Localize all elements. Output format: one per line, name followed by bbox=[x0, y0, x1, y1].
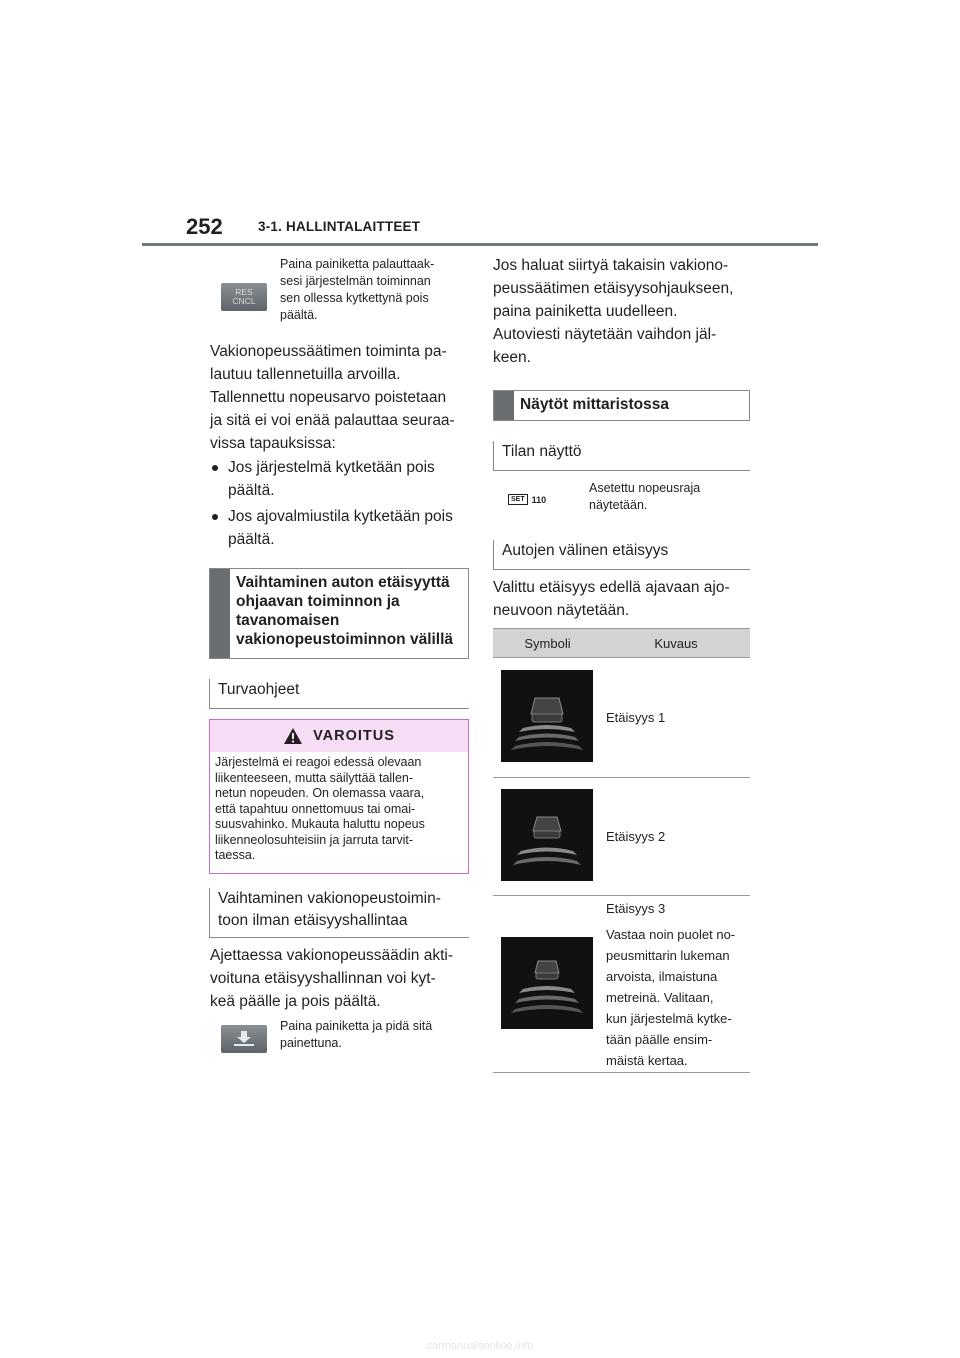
table-cell-description: Etäisyys 1 bbox=[602, 658, 750, 778]
table-row bbox=[493, 778, 750, 896]
paragraph-restore: Vakionopeussäätimen toiminta pa- lautuu tallennetuilla arvoilla. bbox=[210, 343, 447, 383]
heading-bar bbox=[210, 569, 230, 658]
set-speed-description: Asetettu nopeusraja näytetään. bbox=[589, 481, 701, 512]
warning-box bbox=[209, 719, 469, 874]
cncl-label: CNCL bbox=[232, 296, 256, 306]
res-cncl-button-icon bbox=[221, 283, 267, 311]
distance-2-car-icon bbox=[501, 789, 593, 881]
warning-header bbox=[210, 720, 468, 752]
bullet-item bbox=[212, 456, 474, 502]
table-cell-description bbox=[602, 896, 750, 1073]
subheading-safety: Turvaohjeet bbox=[209, 679, 469, 709]
distance-arrow-icon bbox=[231, 1029, 257, 1049]
distance-1-car-icon bbox=[501, 670, 593, 762]
bullet-dot bbox=[212, 514, 218, 520]
section-heading: Näytöt mittaristossa bbox=[520, 396, 670, 413]
warning-text: Järjestelmä ei reagoi edessä olevaan liikenteeseen, mutta säilyttää tallen- netun nopeuden. On olemassa vaara, että tapahtuu onnettomuus tai omai- suusvahinko. Mukauta haluttu nopeus liikenneolosuhteisiin ja jarruta tarvit- taessa. bbox=[215, 755, 425, 862]
distance-symbol-table bbox=[493, 628, 750, 1073]
header-rule bbox=[142, 243, 818, 246]
bullet-text: Jos järjestelmä kytketään pois päältä. bbox=[228, 459, 435, 499]
section-heading: Vaihtaminen auton etäisyyttä ohjaavan toiminnon ja tavanomaisen vakionopeustoiminnon välillä bbox=[236, 574, 454, 648]
distance-3-desc: Vastaa noin puolet no- peusmittarin lukeman arvoista, ilmaistuna metreinä. Valitaan, kun järjestelmä kytke- tään päälle ensim- mäistä kertaa. bbox=[606, 927, 736, 1068]
table-cell-symbol bbox=[493, 896, 602, 1073]
set-value: 110 bbox=[531, 494, 547, 505]
bullet-text: Jos ajovalmiustila kytketään pois päältä. bbox=[228, 508, 453, 548]
subheading-distance: Autojen välinen etäisyys bbox=[493, 540, 750, 570]
paragraph-message: Autoviesti näytetään vaihdon jäl- keen. bbox=[493, 326, 717, 366]
table-header-row bbox=[493, 629, 750, 658]
page-number: 252 bbox=[186, 214, 223, 239]
res-button-description: Paina painiketta palauttaak- sesi järjestelmän toiminnan sen ollessa kytkettynä pois päältä. bbox=[280, 257, 435, 322]
table-row bbox=[493, 658, 750, 778]
set-label: SET bbox=[508, 494, 528, 505]
table-cell-symbol bbox=[493, 658, 602, 778]
section-heading-box bbox=[209, 568, 469, 659]
warning-title: VAROITUS bbox=[313, 728, 395, 744]
heading-bar bbox=[494, 391, 514, 420]
bullet-dot bbox=[212, 465, 218, 471]
set-speed-icon bbox=[508, 494, 546, 505]
section-title: 3-1. HALLINTALAITTEET bbox=[258, 219, 421, 234]
warning-triangle-icon bbox=[283, 727, 303, 745]
table-cell-description: Etäisyys 2 bbox=[602, 778, 750, 896]
press-button-description: Paina painiketta ja pidä sitä painettuna. bbox=[280, 1019, 433, 1050]
bullet-item bbox=[212, 505, 474, 551]
table-cell-symbol bbox=[493, 778, 602, 896]
table-row bbox=[493, 896, 750, 1073]
table-header: Symboli bbox=[493, 629, 602, 658]
watermark: carmanualsonline.info bbox=[426, 1340, 534, 1352]
distance-button-icon bbox=[221, 1025, 267, 1053]
section-heading-box bbox=[493, 390, 750, 421]
res-label: RES bbox=[235, 287, 253, 297]
paragraph-distance-control: Ajettaessa vakionopeussäädin akti- voituna etäisyyshallinnan voi kyt- keä päälle ja pois päältä. bbox=[210, 947, 453, 1010]
subheading-switch: Vaihtaminen vakionopeustoimin- toon ilman etäisyyshallintaa bbox=[209, 888, 469, 938]
paragraph-distance-shown: Valittu etäisyys edellä ajavaan ajo- neuvoon näytetään. bbox=[493, 579, 730, 619]
paragraph-erase: Tallennettu nopeusarvo poistetaan ja sitä ei voi enää palauttaa seuraa- vissa tapauksissa: bbox=[210, 389, 455, 452]
distance-3-car-icon bbox=[501, 937, 593, 1029]
distance-3-title: Etäisyys 3 bbox=[606, 901, 666, 916]
paragraph-return: Jos haluat siirtyä takaisin vakiono- peussäätimen etäisyysohjaukseen, paina painiketta uudelleen. bbox=[493, 257, 734, 320]
subheading-status: Tilan näyttö bbox=[493, 441, 750, 471]
table-header: Kuvaus bbox=[602, 629, 750, 658]
